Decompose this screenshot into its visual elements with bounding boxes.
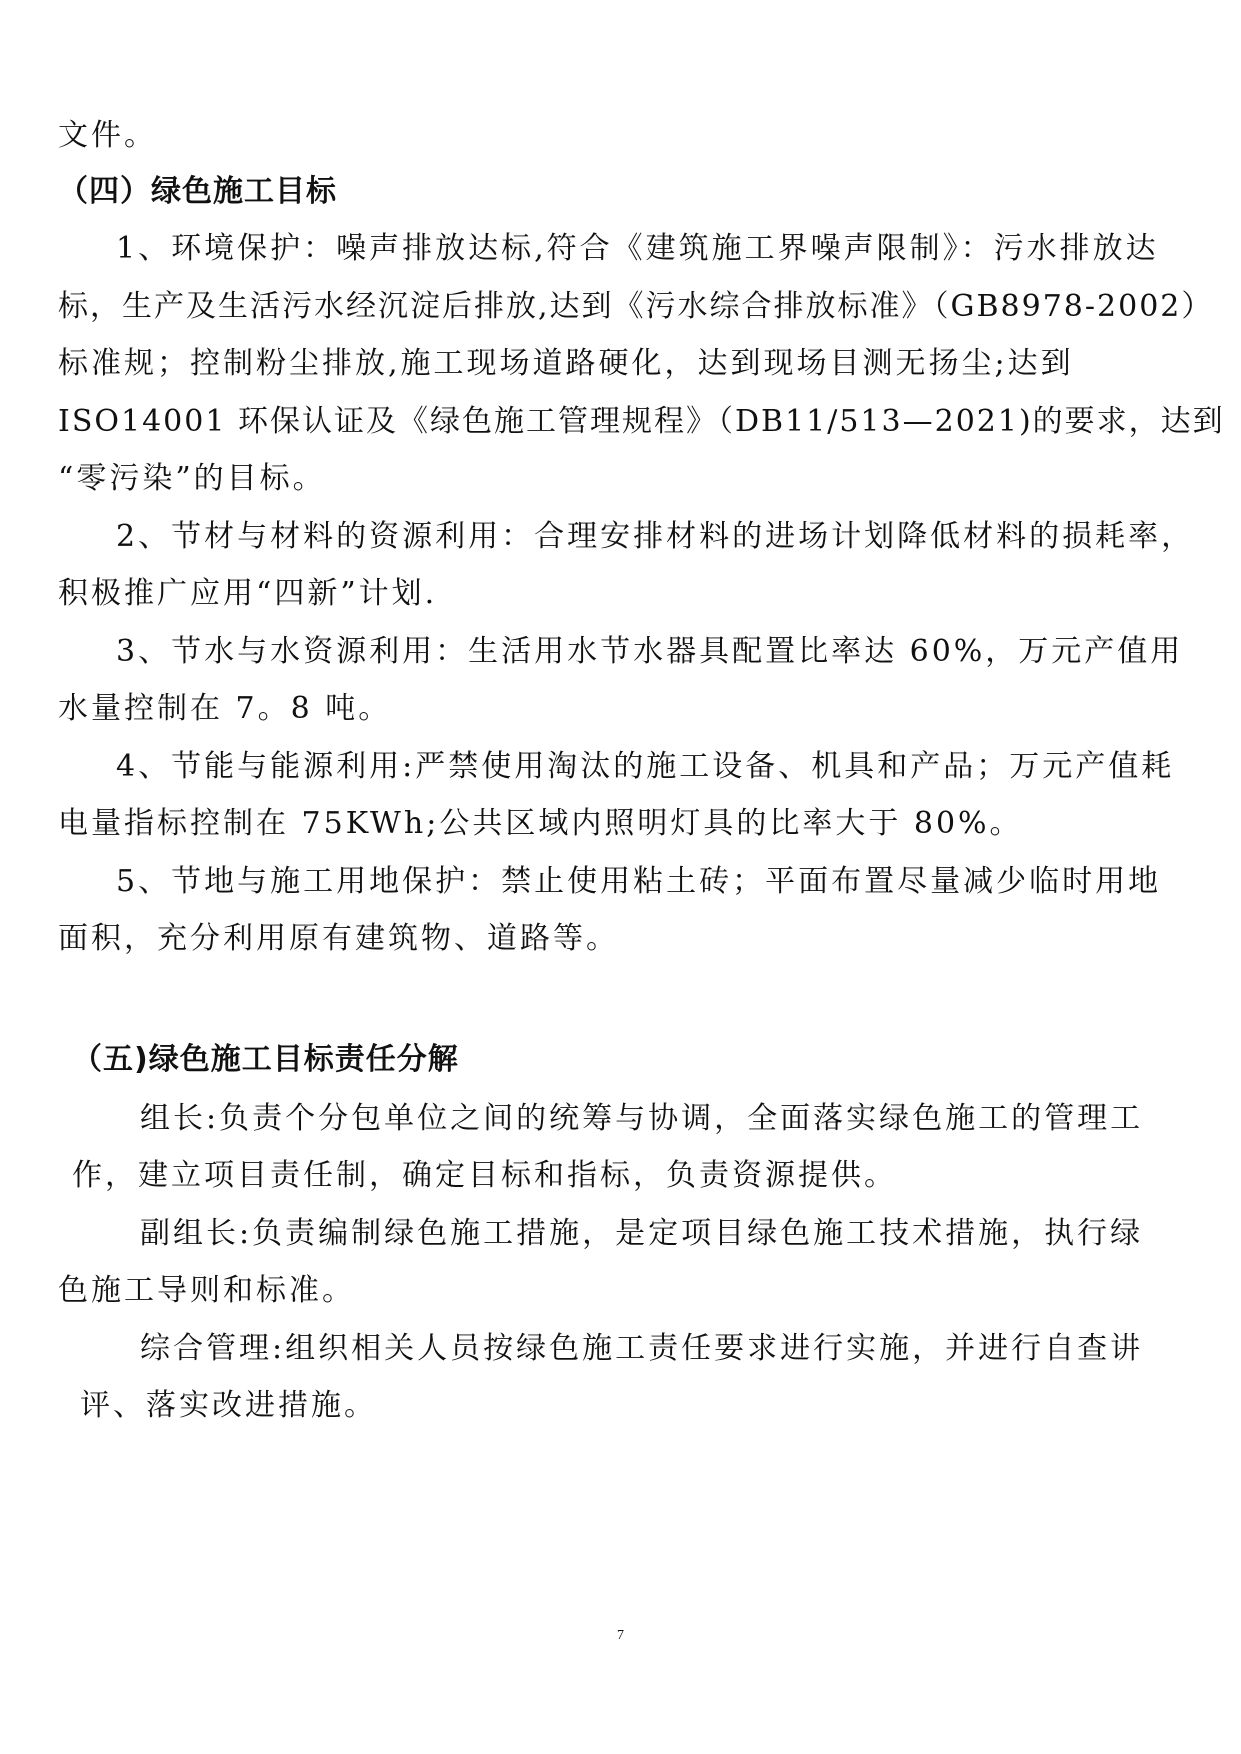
paragraph-water-line-1: 3、节水与水资源利用：生活用水节水器具配置比率达 60%，万元产值用 — [116, 634, 1184, 669]
text-line-continuation: 文件。 — [58, 118, 157, 153]
paragraph-management-line-1: 综合管理:组织相关人员按绿色施工责任要求进行实施，并进行自查讲 — [140, 1331, 1144, 1366]
paragraph-environment-line-2: 标，生产及生活污水经沉淀后排放,达到《污水综合排放标准》（GB8978-2002） — [58, 289, 1214, 324]
paragraph-leader-line-1: 组长:负责个分包单位之间的统筹与协调，全面落实绿色施工的管理工 — [140, 1101, 1144, 1136]
paragraph-energy-line-2: 电量指标控制在 75KWh;公共区域内照明灯具的比率大于 80%。 — [58, 806, 1023, 841]
section-heading-four: （四）绿色施工目标 — [58, 174, 337, 209]
paragraph-leader-line-2: 作，建立项目责任制，确定目标和指标，负责资源提供。 — [72, 1158, 897, 1193]
section-heading-five: （五)绿色施工目标责任分解 — [72, 1042, 459, 1077]
paragraph-materials-line-2: 积极推广应用“四新”计划. — [58, 576, 438, 611]
paragraph-environment-line-4: ISO14001 环保认证及《绿色施工管理规程》（DB11/513—2021)的要求，达到 — [58, 404, 1225, 439]
paragraph-environment-line-3: 标准规；控制粉尘排放,施工现场道路硬化，达到现场目测无扬尘;达到 — [58, 346, 1074, 381]
paragraph-deputy-line-2: 色施工导则和标准。 — [58, 1273, 355, 1308]
page-number: 7 — [617, 1628, 624, 1643]
paragraph-water-line-2: 水量控制在 7。8 吨。 — [58, 691, 392, 726]
paragraph-management-line-2: 评、落实改进措施。 — [80, 1388, 377, 1423]
paragraph-environment-line-1: 1、环境保护：噪声排放达标,符合《建筑施工界噪声限制》：污水排放达 — [116, 231, 1159, 266]
paragraph-land-line-2: 面积，充分利用原有建筑物、道路等。 — [58, 921, 619, 956]
paragraph-land-line-1: 5、节地与施工用地保护：禁止使用粘土砖；平面布置尽量减少临时用地 — [116, 864, 1162, 899]
paragraph-materials-line-1: 2、节材与材料的资源利用：合理安排材料的进场计划降低材料的损耗率， — [116, 519, 1195, 554]
paragraph-energy-line-1: 4、节能与能源利用:严禁使用淘汰的施工设备、机具和产品；万元产值耗 — [116, 749, 1175, 784]
paragraph-environment-line-5: “零污染”的目标。 — [58, 461, 326, 496]
paragraph-deputy-line-1: 副组长:负责编制绿色施工措施，是定项目绿色施工技术措施，执行绿 — [140, 1216, 1144, 1251]
